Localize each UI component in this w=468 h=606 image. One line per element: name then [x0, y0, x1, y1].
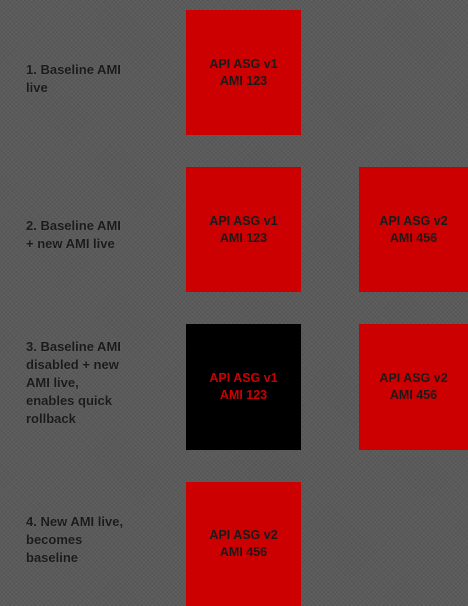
ami-id: AMI 456	[219, 545, 268, 559]
asg-name: API ASG v1	[209, 371, 278, 385]
asg-name: API ASG v2	[209, 528, 278, 542]
ami-id: AMI 123	[219, 73, 268, 88]
step-3-label: 3. Baseline AMI disabled + new AMI live, enables quick rollback	[26, 339, 121, 426]
step-4-label: 4. New AMI live, becomes baseline	[26, 514, 124, 565]
step-1-asg-v1-box	[186, 10, 301, 135]
ami-id: AMI 456	[389, 388, 438, 402]
step-2-asg-v1-box	[186, 167, 301, 292]
ami-id: AMI 123	[219, 230, 268, 245]
step-3-asg-v2-box	[359, 324, 468, 450]
step-3-asg-v1-box	[186, 324, 301, 450]
step-1-label: 1. Baseline AMI live	[26, 62, 121, 95]
step-2-label: 2. Baseline AMI + new AMI live	[26, 218, 121, 251]
ami-id: AMI 456	[389, 230, 438, 245]
asg-name: API ASG v2	[379, 371, 448, 385]
step-2-asg-v2-box	[359, 167, 468, 292]
asg-name: API ASG v1	[209, 213, 278, 228]
ami-id: AMI 123	[219, 388, 268, 402]
asg-name: API ASG v2	[379, 213, 448, 228]
step-4-asg-v2-box	[186, 482, 301, 606]
asg-name: API ASG v1	[209, 56, 278, 71]
